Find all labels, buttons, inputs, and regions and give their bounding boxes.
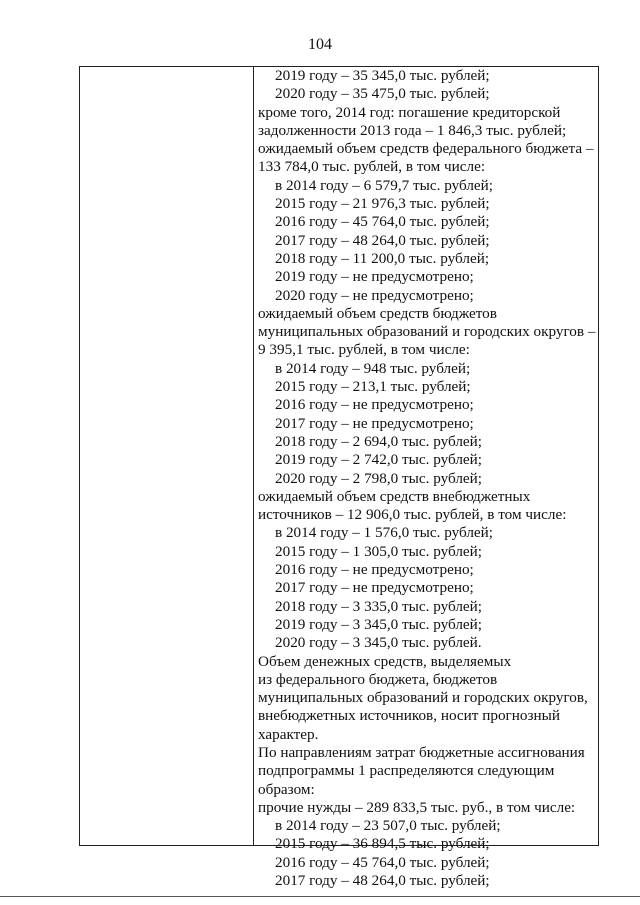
- text-line: муниципальных образований и городских округов –: [258, 323, 596, 341]
- text-line: 2020 году – не предусмотрено;: [275, 286, 474, 304]
- text-line: 9 395,1 тыс. рублей, в том числе:: [258, 341, 470, 359]
- content-table: [79, 66, 599, 890]
- text-line: задолженности 2013 года – 1 846,3 тыс. рублей;: [258, 121, 567, 139]
- text-line: 2018 году – 3 335,0 тыс. рублей;: [275, 597, 483, 615]
- text-line: муниципальных образований и городских округов,: [258, 689, 588, 707]
- text-line: образом:: [258, 780, 315, 798]
- page-number: 104: [308, 36, 332, 53]
- text-line: кроме того, 2014 год: погашение кредиторской: [258, 103, 561, 121]
- text-line: прочие нужды – 289 833,5 тыс. руб., в том числе:: [258, 798, 576, 816]
- text-line: 2016 году – 45 764,0 тыс. рублей;: [275, 853, 490, 871]
- text-line: 2015 году – 213,1 тыс. рублей;: [275, 378, 471, 396]
- text-line: ожидаемый объем средств федерального бюджета –: [258, 140, 594, 158]
- text-line: 2018 году – 11 200,0 тыс. рублей;: [275, 249, 490, 267]
- text-line: подпрограммы 1 распределяются следующим: [258, 762, 555, 780]
- text-line: из федерального бюджета, бюджетов: [258, 670, 498, 688]
- text-line: внебюджетных источников, носит прогнозный: [258, 707, 560, 725]
- text-line: характер.: [258, 725, 319, 743]
- text-line: 2017 году – не предусмотрено;: [275, 414, 474, 432]
- text-line: 2019 году – не предусмотрено;: [275, 268, 474, 286]
- text-line: 2018 году – 2 694,0 тыс. рублей;: [275, 432, 483, 450]
- text-line: 2016 году – не предусмотрено;: [275, 561, 474, 579]
- text-line: 2019 году – 2 742,0 тыс. рублей;: [275, 451, 483, 469]
- text-line: 2016 году – не предусмотрено;: [275, 396, 474, 414]
- text-line: 2017 году – 48 264,0 тыс. рублей;: [275, 231, 490, 249]
- text-line: в 2014 году – 948 тыс. рублей;: [275, 359, 471, 377]
- table-text-cell: [258, 67, 596, 890]
- text-line: По направлениям затрат бюджетные ассигнования: [258, 743, 585, 761]
- text-line: Объем денежных средств, выделяемых: [258, 652, 512, 670]
- text-line: в 2014 году – 1 576,0 тыс. рублей;: [275, 524, 493, 542]
- text-line: ожидаемый объем средств бюджетов: [258, 304, 497, 322]
- text-line: 2017 году – не предусмотрено;: [275, 579, 474, 597]
- text-line: 2020 году – 2 798,0 тыс. рублей;: [275, 469, 483, 487]
- column-divider: [253, 67, 254, 845]
- text-line: в 2014 году – 6 579,7 тыс. рублей;: [275, 176, 493, 194]
- text-line: 2015 году – 36 894,5 тыс. рублей;: [275, 835, 490, 853]
- page-bottom-rule: [0, 896, 640, 897]
- text-line: 2015 году – 21 976,3 тыс. рублей;: [275, 195, 490, 213]
- text-line: 2019 году – 3 345,0 тыс. рублей;: [275, 615, 483, 633]
- text-line: 2020 году – 3 345,0 тыс. рублей.: [275, 634, 482, 652]
- text-line: 2019 году – 35 345,0 тыс. рублей;: [275, 67, 490, 84]
- text-line: источников – 12 906,0 тыс. рублей, в том числе:: [258, 506, 567, 524]
- table-label-cell: [80, 67, 253, 845]
- text-line: 2020 году – 35 475,0 тыс. рублей;: [275, 85, 490, 103]
- text-line: 2015 году – 1 305,0 тыс. рублей;: [275, 542, 483, 560]
- text-line: в 2014 году – 23 507,0 тыс. рублей;: [275, 817, 501, 835]
- text-line: 2016 году – 45 764,0 тыс. рублей;: [275, 213, 490, 231]
- text-line: 2017 году – 48 264,0 тыс. рублей;: [275, 872, 490, 890]
- text-line: 133 784,0 тыс. рублей, в том числе:: [258, 158, 486, 176]
- text-line: ожидаемый объем средств внебюджетных: [258, 487, 531, 505]
